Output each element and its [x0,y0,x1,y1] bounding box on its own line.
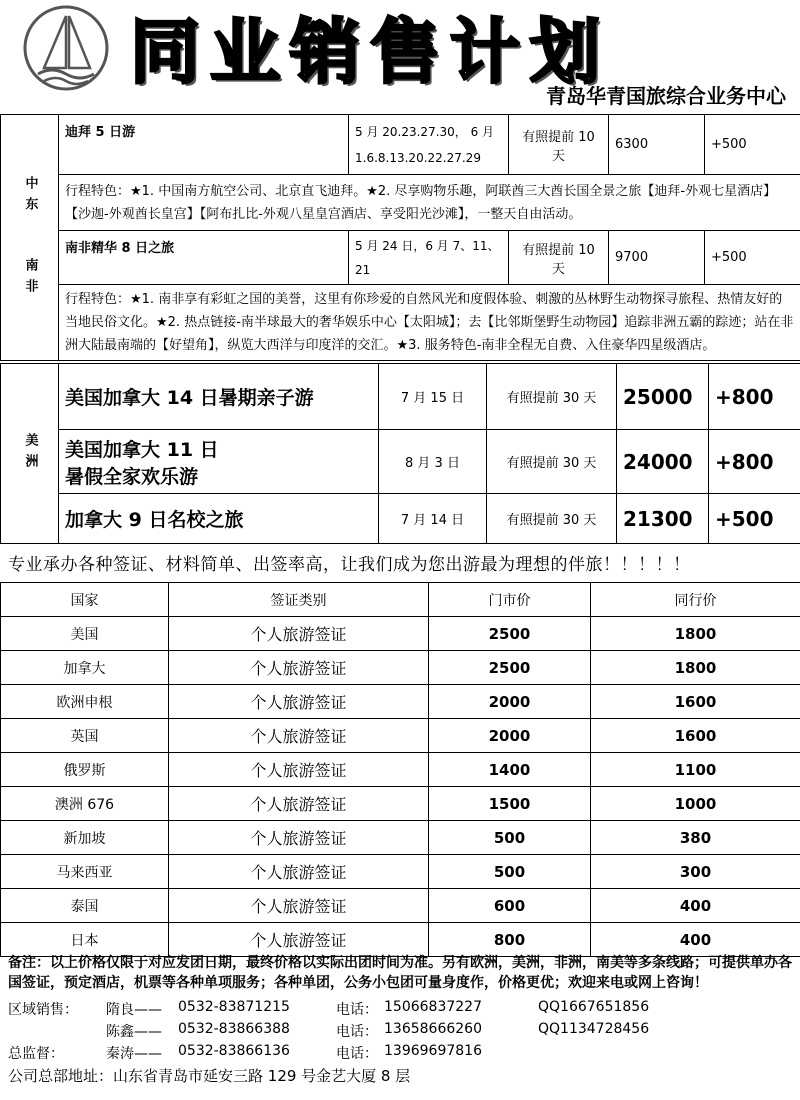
visa-country: 欧洲申根 [1,685,169,719]
table-row [1,855,800,889]
visa-trade-price: 1800 [591,651,800,685]
visa-type: 个人旅游签证 [169,855,429,889]
tour-name: 迪拜 5 日游 [59,115,349,175]
visa-retail-price: 500 [429,855,591,889]
visa-trade-price: 380 [591,821,800,855]
visa-type: 个人旅游签证 [169,889,429,923]
tour-note: 有照提前 30 天 [487,430,617,494]
contact-row [8,1019,794,1041]
tour-name: 加拿大 9 日名校之旅 [59,494,379,544]
header [0,0,800,112]
slogan: 专业承办各种签证、材料简单、出签率高，让我们成为您出游最为理想的伴旅！！！！！ [8,555,691,575]
region-label-americas: 美洲 [1,364,59,544]
visa-country: 英国 [1,719,169,753]
contact-qq: QQ1667651856 [538,999,650,1015]
visa-type: 个人旅游签证 [169,923,429,957]
table-row [1,685,800,719]
visa-country: 泰国 [1,889,169,923]
visa-type: 个人旅游签证 [169,685,429,719]
visa-retail-price: 1500 [429,787,591,821]
tour-features: 行程特色：★1. 南非享有彩虹之国的美誉，这里有你珍爱的自然风光和度假体验、刺激的丛林野生动物探寻旅程、热情友好的当地民俗文化。★2. 热点链接-南半球最大的奢华娱乐中心【太阳城】；去【比邻斯堡野生动物园】追踪非洲五霸的踪迹；站在非洲大陆最南端的【好望角】，纵览大西洋与印度洋的交汇。★3. 服务特色-南非全程无自费、入住豪华四星级酒店。 [59,285,800,361]
region-label-middle-east-africa: 中东 南非 [1,115,59,361]
remark-text: 备注：以上价格仅限于对应发团日期，最终价格以实际出团时间为准。另有欧洲，美洲，非洲，南美等多条线路；可提供单办各国签证，预定酒店，机票等各种单项服务；各种单团，公务小包团可量身度作，价格更优；欢迎来电或网上咨询！ [8,955,792,991]
visa-type: 个人旅游签证 [169,787,429,821]
visa-country: 马来西亚 [1,855,169,889]
americas-table [0,363,800,544]
tour-surcharge: +800 [709,364,800,430]
page-title: 同业销售计划 [130,11,610,93]
visa-country: 美国 [1,617,169,651]
middle-east-africa-table [0,114,800,361]
column-header: 同行价 [591,583,800,617]
tour-date: 8 月 3 日 [379,430,487,494]
tour-surcharge: +500 [709,494,800,544]
table-row [1,753,800,787]
column-header: 门市价 [429,583,591,617]
contact-phone: 0532-83866388 [178,1021,290,1037]
visa-trade-price: 400 [591,889,800,923]
table-row [1,617,800,651]
visa-country: 加拿大 [1,651,169,685]
visa-country: 俄罗斯 [1,753,169,787]
table-row [1,889,800,923]
visa-country: 日本 [1,923,169,957]
company-subtitle: 青岛华青国旅综合业务中心 [546,84,786,108]
visa-country: 澳洲 676 [1,787,169,821]
tour-note: 有照提前 30 天 [487,494,617,544]
tour-price: 21300 [617,494,709,544]
sailboat-logo-icon [22,4,110,92]
contact-name: 陈鑫—— [106,1024,162,1040]
visa-trade-price: 1600 [591,685,800,719]
tour-note: 有照提前 30 天 [487,364,617,430]
tour-price: 6300 [609,115,705,175]
table-row [1,787,800,821]
contact-tel-label: 电话： [336,1002,378,1018]
contact-row [8,1041,794,1063]
visa-trade-price: 300 [591,855,800,889]
tour-date: 7 月 15 日 [379,364,487,430]
contact-row [8,997,794,1019]
tour-price: 25000 [617,364,709,430]
tour-dates: 5 月 24 日，6 月 7、11、21 [349,231,509,285]
contact-role: 总监督： [8,1046,64,1062]
tour-dates: 5 月 20.23.27.30， 6 月 1.6.8.13.20.22.27.29 [349,115,509,175]
visa-retail-price: 600 [429,889,591,923]
visa-country: 新加坡 [1,821,169,855]
visa-trade-price: 1100 [591,753,800,787]
contact-name: 秦涛—— [106,1046,162,1062]
column-header: 签证类别 [169,583,429,617]
visa-type: 个人旅游签证 [169,617,429,651]
visa-trade-price: 1800 [591,617,800,651]
contact-name: 隋良—— [106,1002,162,1018]
visa-type: 个人旅游签证 [169,651,429,685]
visa-type: 个人旅游签证 [169,753,429,787]
tour-name: 南非精华 8 日之旅 [59,231,349,285]
visa-retail-price: 2500 [429,617,591,651]
contact-tel-label: 电话： [336,1046,378,1062]
table-row [1,923,800,957]
visa-retail-price: 500 [429,821,591,855]
visa-trade-price: 1000 [591,787,800,821]
tour-surcharge: +500 [705,115,800,175]
table-row [1,821,800,855]
tour-price: 9700 [609,231,705,285]
tour-name: 美国加拿大 14 日暑期亲子游 [59,364,379,430]
visa-retail-price: 2500 [429,651,591,685]
column-header: 国家 [1,583,169,617]
contact-tel-label: 电话： [336,1024,378,1040]
tour-note: 有照提前 10 天 [509,231,609,285]
visa-retail-price: 2000 [429,685,591,719]
contact-mobile: 15066837227 [384,999,482,1015]
table-row [1,651,800,685]
table-row [1,719,800,753]
visa-trade-price: 1600 [591,719,800,753]
contact-phone: 0532-83871215 [178,999,290,1015]
visa-type: 个人旅游签证 [169,821,429,855]
company-address: 公司总部地址：山东省青岛市延安三路 129 号金艺大厦 8 层 [8,1067,411,1085]
tour-price: 24000 [617,430,709,494]
visa-retail-price: 1400 [429,753,591,787]
tour-date: 7 月 14 日 [379,494,487,544]
visa-retail-price: 2000 [429,719,591,753]
contact-mobile: 13969697816 [384,1043,482,1059]
visa-trade-price: 400 [591,923,800,957]
tour-features: 行程特色：★1. 中国南方航空公司、北京直飞迪拜。★2. 尽享购物乐趣，阿联酋三大酋长国全景之旅【迪拜-外观七星酒店】【沙迦-外观酋长皇宫】【阿布扎比-外观八星皇宫酒店、享受阳光沙滩】，一整天自由活动。 [59,175,800,231]
footer [8,953,794,1086]
contact-qq: QQ1134728456 [538,1021,650,1037]
contact-list [8,997,794,1063]
contact-mobile: 13658666260 [384,1021,482,1037]
contact-phone: 0532-83866136 [178,1043,290,1059]
tour-name: 美国加拿大 11 日 暑假全家欢乐游 [59,430,379,494]
visa-price-table [0,582,800,957]
tour-note: 有照提前 10 天 [509,115,609,175]
tour-surcharge: +500 [705,231,800,285]
tour-surcharge: +800 [709,430,800,494]
visa-retail-price: 800 [429,923,591,957]
visa-type: 个人旅游签证 [169,719,429,753]
contact-role: 区域销售： [8,1002,78,1018]
